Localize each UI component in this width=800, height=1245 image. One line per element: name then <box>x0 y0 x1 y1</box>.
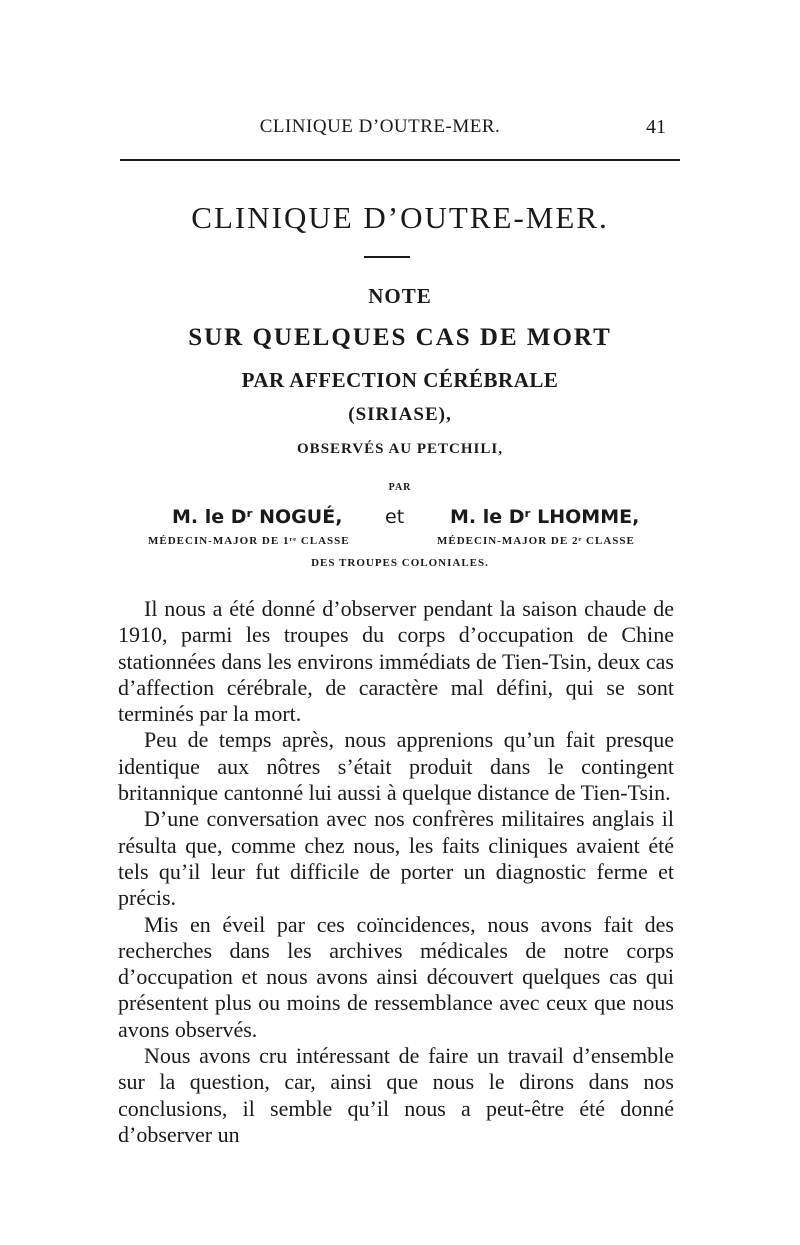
section-title: CLINIQUE D’OUTRE-MER. <box>191 200 609 235</box>
heading-location: OBSERVÉS AU PETCHILI, <box>297 441 503 457</box>
heading-main: SUR QUELQUES CAS DE MORT <box>188 324 612 351</box>
author-name-1: M. le Dʳ NOGUÉ, <box>172 506 343 528</box>
paragraph: Peu de temps après, nous apprenions qu’un fait presque identique aux nôtres s’était produit dans le contingent britannique cantonné lui aussi à quelque distance de Tien-Tsin. <box>118 727 674 806</box>
author-name-2: M. le Dʳ LHOMME, <box>450 506 640 528</box>
title-rule <box>364 256 410 258</box>
running-head-title: CLINIQUE D’OUTRE-MER. <box>259 116 501 137</box>
page-number: 41 <box>646 116 666 138</box>
article-body <box>118 596 674 1148</box>
paragraph: Nous avons cru intéressant de faire un travail d’ensemble sur la question, car, ainsi que nous le dirons dans nos conclusions, il semble qu’il nous a peut-être été donné d’observer un <box>118 1043 674 1147</box>
author-conjunction: et <box>385 506 405 528</box>
author-rank-1: MÉDECIN-MAJOR DE 1ʳᵉ CLASSE <box>148 535 350 547</box>
heading-sub: PAR AFFECTION CÉRÉBRALE <box>241 368 559 392</box>
header-rule <box>120 159 680 161</box>
heading-par: PAR <box>388 482 412 493</box>
author-rank-2: MÉDECIN-MAJOR DE 2ᵉ CLASSE <box>437 535 635 547</box>
running-head <box>120 116 680 142</box>
paragraph: Mis en éveil par ces coïncidences, nous avons fait des recherches dans les archives médicales de notre corps d’occupation et nous avons ainsi découvert quelques cas qui présentent plus ou moins de ressemblance avec ceux que nous avons observés. <box>118 911 674 1042</box>
heading-siriase: (SIRIASE), <box>348 404 452 425</box>
paragraph: D’une conversation avec nos confrères militaires anglais il résulta que, comme chez nous, les faits cliniques avaient été tels qu’il leur fut difficile de porter un diagnostic ferme et précis. <box>118 806 674 911</box>
paragraph: Il nous a été donné d’observer pendant la saison chaude de 1910, parmi les troupes du corps d’occupation de Chine stationnées dans les environs immédiats de Tien-Tsin, deux cas d’affection cérébrale, de caractère mal défini, qui se sont terminés par la mort. <box>118 596 674 727</box>
troops-affiliation: DES TROUPES COLONIALES. <box>311 557 489 569</box>
heading-note: NOTE <box>368 284 432 308</box>
